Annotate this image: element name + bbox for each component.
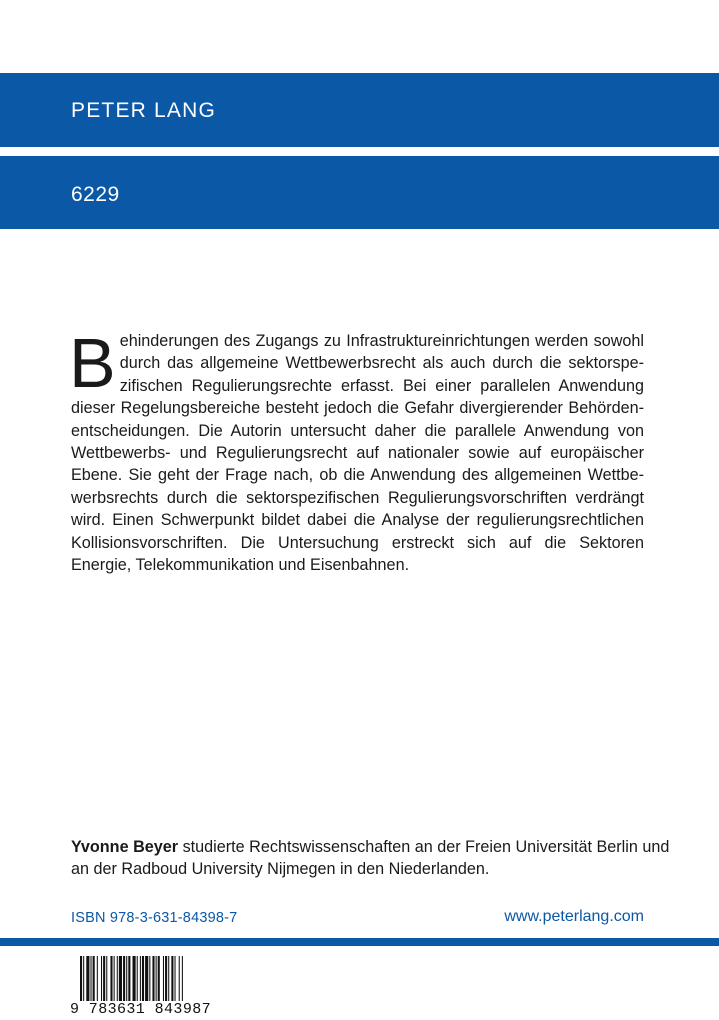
barcode-bar <box>86 956 89 1006</box>
barcode-bar <box>133 956 136 1006</box>
barcode-bar <box>149 956 150 1006</box>
barcode-bar <box>165 956 167 1006</box>
series-band <box>0 156 719 229</box>
barcode-bar <box>91 956 92 1006</box>
barcode-bar <box>128 956 130 1006</box>
footer-rule <box>0 938 719 946</box>
barcode-bar <box>140 956 141 1006</box>
barcode-bar <box>117 956 118 1006</box>
publisher-name: PETER LANG <box>71 99 217 122</box>
author-bio-text: studierte Rechtswissenschaften an der Freien Universität Berlin und an der Radboud University Nijmegen in den Niederlanden. <box>71 838 670 879</box>
drop-cap: B <box>69 324 116 402</box>
barcode-bar <box>182 956 183 1006</box>
barcode-bar <box>83 956 84 1006</box>
barcode-bar <box>93 956 95 1006</box>
blurb-text: ehinderungen des Zugangs zu Infrastruktureinrichtungen werden sowohl durch das allgemeine Wettbewerbsrecht als auch durch die sektorspezifischen Regulierungsrechte erfasst. Bei einer parallelen Anwendung dieser Regelungsbereiche besteht jedoch die Gefahr divergierender Behördenentscheidungen. Die Autorin untersucht daher die parallele Anwendung von Wettbewerbs- und Regulierungsrecht auf nationaler sowie auf europäischer Ebene. Sie geht der Frage nach, ob die Anwendung des allgemeinen Wettbewerbsrechts durch die sektorspezifischen Regulierungsvorschriften verdrängt wird. Einen Schwerpunkt bildet dabei die Analyse der regulierungsrechtlichen Kollisionsvorschriften. Die Untersuchung erstreckt sich auf die Sektoren Energie, Telekommunikation und Eisenbahnen. <box>71 332 644 575</box>
book-blurb <box>69 324 644 576</box>
barcode <box>70 956 225 1020</box>
barcode-bar <box>163 956 164 1006</box>
barcode-bar <box>175 956 176 1006</box>
barcode-bar <box>101 956 102 1006</box>
barcode-bar <box>119 956 122 1006</box>
barcode-bar <box>158 956 160 1006</box>
barcode-bar <box>145 956 148 1006</box>
barcode-bar <box>114 956 115 1006</box>
barcode-bar <box>80 956 82 1006</box>
publisher-band <box>0 73 719 147</box>
barcode-digits: 9 783631 843987 <box>70 1001 225 1020</box>
barcode-bar <box>103 956 105 1006</box>
barcode-bar <box>152 956 154 1006</box>
barcode-bar <box>123 956 125 1006</box>
barcode-bar <box>179 956 180 1006</box>
barcode-bar <box>126 956 127 1006</box>
barcode-bar <box>110 956 112 1006</box>
barcode-bar <box>106 956 107 1006</box>
barcode-bar <box>168 956 169 1006</box>
barcode-bar <box>142 956 144 1006</box>
barcode-bar <box>137 956 138 1006</box>
barcode-bar <box>156 956 157 1006</box>
barcode-bar <box>97 956 98 1006</box>
isbn: ISBN 978-3-631-84398-7 <box>71 910 238 926</box>
website-link[interactable]: www.peterlang.com <box>504 908 644 925</box>
series-number: 6229 <box>71 183 120 206</box>
barcode-bar <box>171 956 173 1006</box>
author-bio <box>71 836 671 881</box>
author-name: Yvonne Beyer <box>71 838 179 856</box>
